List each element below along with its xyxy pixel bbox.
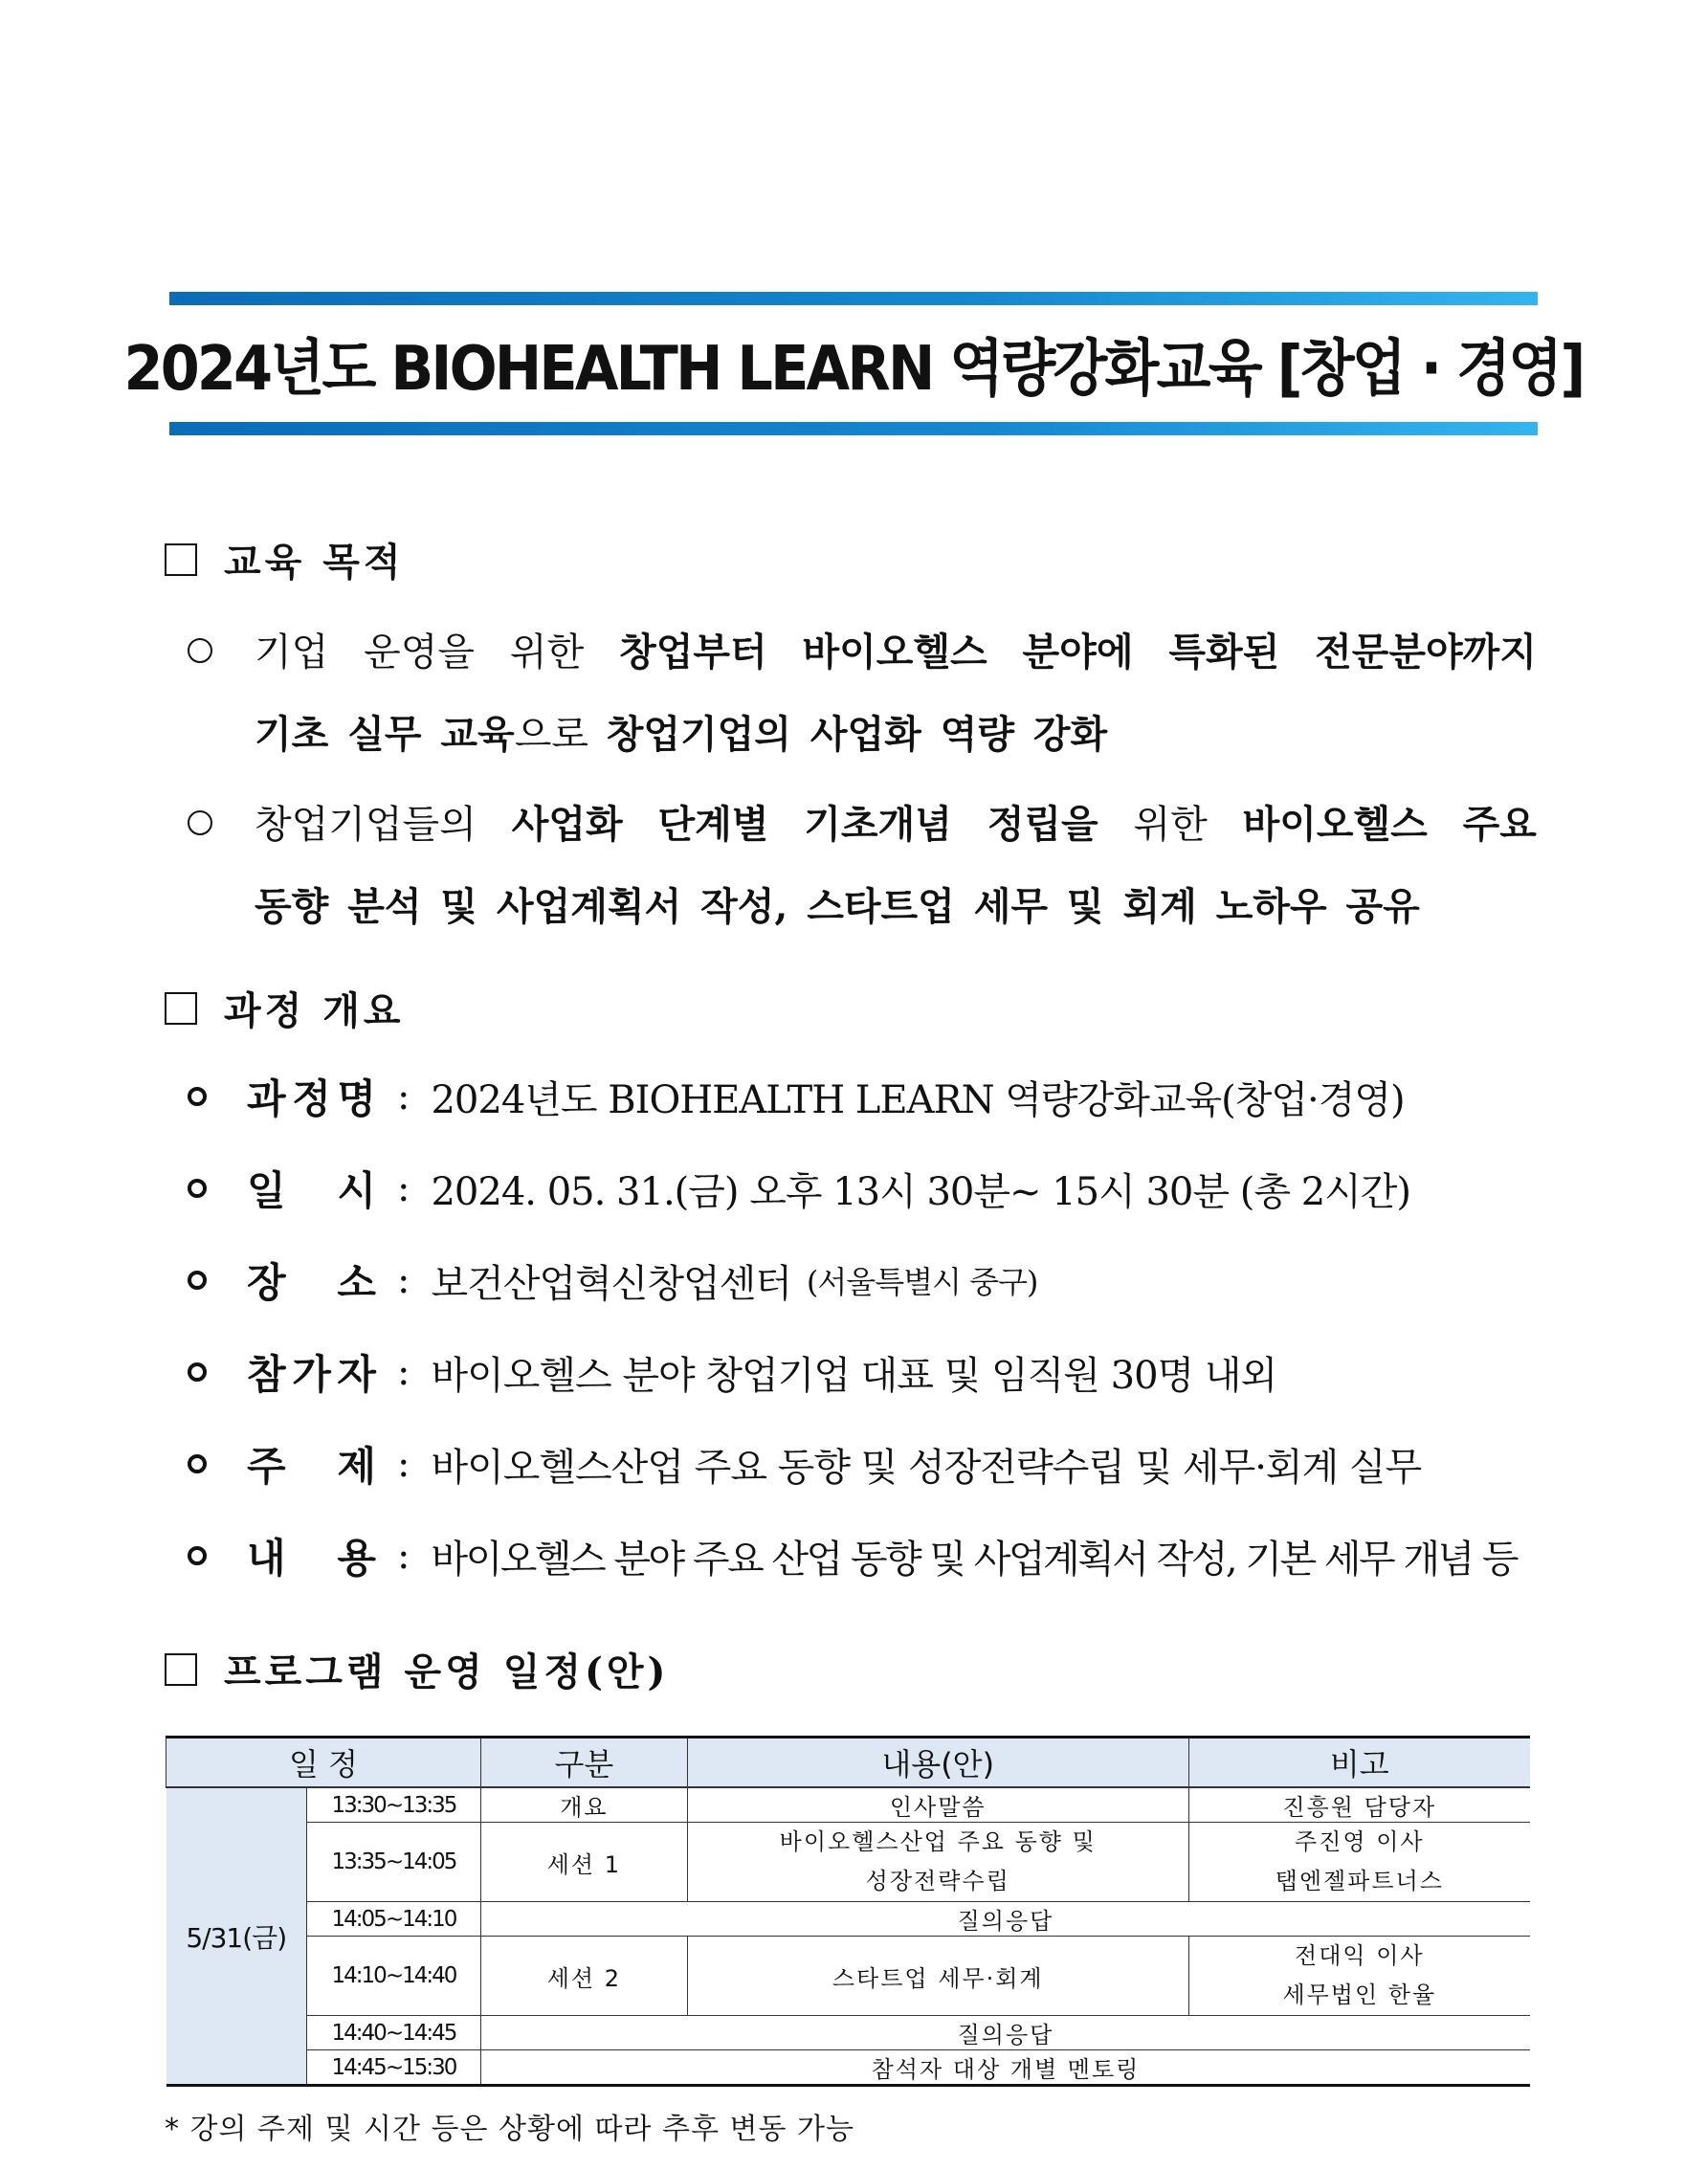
label-char: 가 — [292, 1351, 331, 1398]
type-cell: 세션 1 — [480, 1823, 687, 1902]
title-bar-bottom — [169, 422, 1538, 435]
text-segment: 위한 — [509, 631, 585, 675]
content-cell — [687, 1823, 1188, 1902]
section-overview — [165, 981, 405, 1035]
paragraph-line — [255, 704, 1107, 759]
item-separator: : — [397, 1074, 410, 1118]
content-line: 성장전략수립 — [865, 1868, 1010, 1894]
text-segment: 위한 — [1133, 803, 1208, 847]
item-separator: : — [397, 1166, 410, 1210]
label-char: 참 — [247, 1351, 286, 1398]
section-title: 과정 개요 — [224, 988, 405, 1033]
item-value: 바이오헬스 분야 주요 산업 동향 및 사업계획서 작성, 기본 세무 개념 등 — [431, 1537, 1517, 1582]
item-label — [247, 1435, 376, 1493]
time-cell: 14:40~14:45 — [306, 2016, 480, 2050]
time-cell: 13:30~13:35 — [306, 1787, 480, 1823]
label-char: 주 — [247, 1443, 286, 1490]
time-cell: 14:05~14:10 — [306, 1902, 480, 1937]
section-title: 프로그램 운영 일정(안) — [224, 1650, 670, 1694]
date-cell: 5/31(금) — [166, 1787, 307, 2086]
text-segment: 정립을 — [987, 802, 1098, 847]
text-segment: 단계별 — [657, 802, 769, 847]
header-content: 내용(안) — [687, 1738, 1188, 1788]
item-value: 2024년도 BIOHEALTH LEARN 역량강화교육(창업·경영) — [431, 1077, 1405, 1122]
item-separator: : — [397, 1350, 410, 1394]
text-segment: 분야에 — [1022, 630, 1134, 675]
overview-item-topic — [188, 1435, 1421, 1493]
text-segment: 기초 실무 교육 — [255, 712, 515, 757]
text-segment: 주요 — [1462, 802, 1537, 847]
ring-bullet-icon — [188, 1087, 207, 1106]
type-cell: 개요 — [480, 1787, 687, 1823]
item-label — [247, 1068, 376, 1125]
ring-bullet-icon — [188, 1179, 207, 1198]
checkbox-icon — [165, 992, 197, 1025]
text-segment: 창업기업들의 — [255, 803, 477, 847]
hollow-circle-bullet-icon — [188, 810, 212, 835]
content-cell: 스타트업 세무·회계 — [687, 1937, 1188, 2016]
item-separator: : — [397, 1258, 410, 1302]
label-char: 명 — [337, 1075, 376, 1122]
text-segment: 으로 — [514, 713, 607, 757]
content-cell: 인사말씀 — [687, 1787, 1188, 1823]
item-label — [247, 1251, 376, 1309]
text-segment: 창업기업의 사업화 역량 강화 — [606, 712, 1108, 757]
overview-item-datetime — [188, 1160, 1410, 1217]
note-cell — [1188, 1937, 1530, 2016]
item-note: (서울특별시 중구) — [806, 1264, 1038, 1300]
overview-item-location — [188, 1251, 1037, 1309]
header-type: 구분 — [480, 1738, 687, 1788]
title-bar-top — [169, 292, 1538, 305]
section-purpose — [165, 532, 405, 587]
header-date: 일 정 — [166, 1738, 481, 1788]
text-segment: 기초개념 — [804, 802, 952, 847]
time-cell: 14:45~15:30 — [306, 2050, 480, 2086]
item-value: 바이오헬스산업 주요 동향 및 성장전략수립 및 세무·회계 실무 — [431, 1445, 1422, 1490]
type-cell: 세션 2 — [480, 1937, 687, 2016]
text-segment: 특화된 — [1168, 630, 1280, 675]
paragraph-line — [255, 622, 1537, 676]
table-row — [166, 1902, 1531, 1937]
note-line: 전대익 이사 — [1295, 1942, 1425, 1969]
overview-item-course-name — [188, 1068, 1405, 1125]
note-line: 주진영 이사 — [1295, 1828, 1425, 1855]
purpose-paragraph-2 — [188, 794, 1537, 929]
label-char: 시 — [337, 1167, 376, 1214]
label-char: 용 — [337, 1535, 376, 1582]
document-title: 2024년도 BIOHEALTH LEARN 역량강화교육 [창업 · 경영] — [123, 333, 1584, 405]
label-char: 정 — [292, 1075, 331, 1122]
ring-bullet-icon — [188, 1271, 207, 1290]
text-segment: 창업부터 — [619, 630, 767, 675]
label-char: 제 — [337, 1443, 376, 1490]
label-char: 내 — [247, 1535, 286, 1582]
label-char: 자 — [337, 1351, 376, 1398]
item-value: 보건산업혁신창업센터 — [431, 1261, 791, 1306]
text-segment: 바이오헬스 — [802, 630, 987, 675]
time-cell: 13:35~14:05 — [306, 1823, 480, 1902]
note-cell — [1188, 1823, 1530, 1902]
item-label — [247, 1343, 376, 1401]
text-segment: 바이오헬스 — [1242, 802, 1428, 847]
header-note: 비고 — [1188, 1738, 1530, 1788]
table-row — [166, 1787, 1531, 1823]
text-segment: 기업 — [255, 631, 329, 675]
checkbox-icon — [165, 543, 197, 576]
label-char: 소 — [337, 1259, 376, 1306]
item-label — [247, 1160, 376, 1217]
table-header-row — [166, 1738, 1531, 1788]
time-cell: 14:10~14:40 — [306, 1937, 480, 2016]
note-line: 세무법인 한율 — [1282, 1982, 1437, 2008]
checkbox-icon — [165, 1653, 197, 1686]
ring-bullet-icon — [188, 1362, 207, 1382]
table-row — [166, 2016, 1531, 2050]
section-schedule — [165, 1642, 669, 1696]
ring-bullet-icon — [188, 1454, 207, 1473]
label-char: 과 — [247, 1075, 286, 1122]
schedule-table — [166, 1736, 1530, 2087]
label-char: 일 — [247, 1167, 286, 1214]
merged-cell: 참석자 대상 개별 멘토링 — [480, 2050, 1530, 2086]
content-line: 바이오헬스산업 주요 동향 및 — [779, 1828, 1097, 1855]
item-label — [247, 1527, 376, 1584]
text-segment: 운영을 — [364, 631, 476, 675]
table-row — [166, 2050, 1531, 2086]
note-cell: 진흥원 담당자 — [1188, 1787, 1530, 1823]
merged-cell: 질의응답 — [480, 2016, 1530, 2050]
text-segment: 전문분야까지 — [1315, 630, 1537, 675]
item-value: 2024. 05. 31.(금) 오후 13시 30분~ 15시 30분 (총 2시간) — [431, 1169, 1411, 1214]
purpose-paragraph-1 — [188, 622, 1537, 757]
text-segment: 사업화 — [511, 802, 623, 847]
paragraph-line: 동향 분석 및 사업계획서 작성, 스타트업 세무 및 회계 노하우 공유 — [255, 884, 1420, 929]
table-row — [166, 1937, 1531, 2016]
footnote: * 강의 주제 및 시간 등은 상황에 따라 추후 변동 가능 — [165, 2113, 854, 2146]
item-separator: : — [397, 1534, 410, 1578]
paragraph-line — [255, 794, 1537, 849]
ring-bullet-icon — [188, 1546, 207, 1565]
item-separator: : — [397, 1442, 410, 1486]
merged-cell: 질의응답 — [480, 1902, 1530, 1937]
overview-item-content — [188, 1527, 1517, 1584]
section-title: 교육 목적 — [224, 540, 405, 585]
table-row — [166, 1823, 1531, 1902]
overview-item-participants — [188, 1343, 1276, 1401]
label-char: 장 — [247, 1259, 286, 1306]
hollow-circle-bullet-icon — [188, 638, 212, 663]
note-line: 탭엔젤파트너스 — [1275, 1868, 1444, 1894]
item-value: 바이오헬스 분야 창업기업 대표 및 임직원 30명 내외 — [431, 1353, 1277, 1398]
